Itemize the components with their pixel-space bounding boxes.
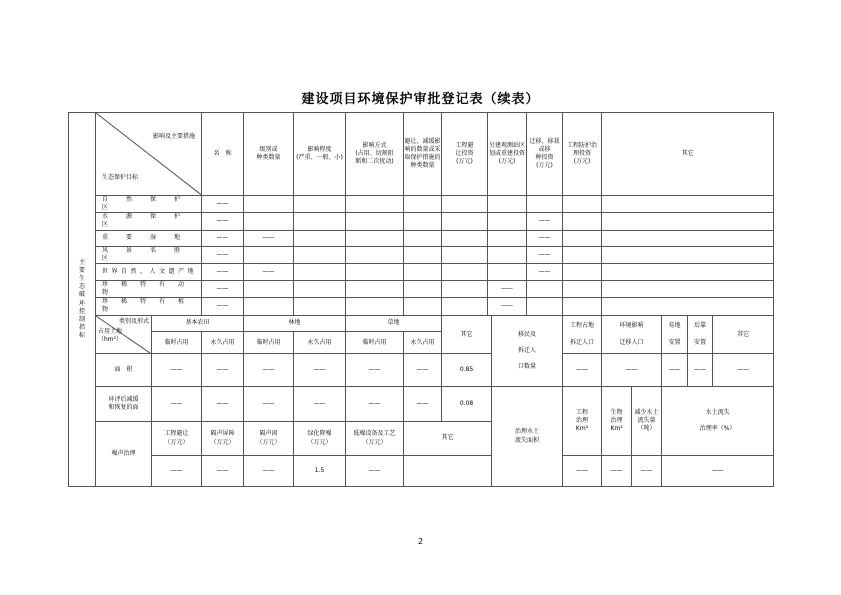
soil-label: 治理水土 流失面积 [492,387,563,487]
side-label-char: 破 [78,291,85,299]
soil-value: —— [602,456,632,487]
restore-value: —— [294,387,346,422]
noise-values-row [69,456,774,487]
col-avoid-header: 避让、减缓影 响的数量或采 取保护措施的 种类数量 [404,113,442,196]
noise-value: —— [346,456,404,487]
eco-row [69,195,774,213]
forest-temp: 临时占用 [244,332,294,354]
col-cost3-header: 迁移、移栽或移 种投资 (万元) [527,113,563,196]
relocation-value: —— [688,354,713,387]
back-place-header: 后靠 安置 [688,315,713,354]
col-other-header: 其它 [602,113,774,196]
eco-row-label: 珍 稀 特 有 植 物 [96,298,202,316]
relocation-value: —— [662,354,688,387]
restore-value: 0.08 [442,387,492,422]
noise-col: 隔声屏障 （万元） [202,421,244,456]
eco-mark-cell: —— [527,213,563,231]
relocation-value: —— [563,354,602,387]
easy-place-header: 易地 安置 [662,315,688,354]
noise-value: —— [244,456,294,487]
eco-row [69,230,774,246]
area-value: —— [202,354,244,387]
col-cost4-header: 工程防护治 理投资 (万元) [563,113,602,196]
eco-mark-cell: —— [488,298,527,316]
farmland-perm: 永久占用 [202,332,244,354]
land-diag-top: 类别及形式 [118,317,149,325]
side-label-char: 指 [78,323,85,331]
noise-col: 隔声窗 （万元） [244,421,294,456]
eco-mark-cell: —— [527,264,563,280]
side-label-char: 制 [78,315,85,323]
area-value: —— [404,354,442,387]
eco-level-cell: —— [244,264,294,280]
soil-col-bio: 生物 治理 Km² [602,387,632,456]
restore-value: —— [152,387,202,422]
area-label: 面 积 [96,354,152,387]
eco-row [69,246,774,264]
grass-perm: 永久占用 [404,332,442,354]
soil-value: —— [563,456,602,487]
area-row [69,354,774,387]
land-other-header: 其它 [442,315,492,354]
land-diag-bottom: 占用土地 （hm²） [98,327,123,343]
side-label-char: 控 [78,307,85,315]
col-method-header: 影响方式 (占用、切割阻 断和二次扰动) [346,113,404,196]
diagonal-header [96,113,202,196]
relocation-value: —— [602,354,662,387]
eco-row-label: 重 要 湿 地 [96,230,202,246]
diag-top-label: 影响及主要措施 [152,133,195,140]
eco-name-cell: —— [202,298,244,316]
soil-value: —— [632,456,662,487]
side-label-char: 生 [78,275,85,283]
soil-col-reduce: 减少水土 流失量 （吨） [632,387,662,456]
soil-value: —— [662,456,774,487]
eco-mark-cell: —— [527,246,563,264]
area-value: —— [294,354,346,387]
forest-header: 林地 [244,315,346,331]
side-label-char: 主 [78,259,85,267]
noise-col: 工程避让 （万元） [152,421,202,456]
eco-row [69,264,774,280]
side-label-char: 要 [78,267,85,275]
area-value: —— [244,354,294,387]
side-label [79,259,85,339]
noise-value: —— [152,456,202,487]
soil-col-eng: 工程 治理 Km² [563,387,602,456]
eco-row-label: 世界自然、人文遗产地 [96,264,202,280]
area-value: —— [152,354,202,387]
eco-name-cell: —— [202,264,244,280]
col-level-header: 级别或 种类数量 [244,113,294,196]
restore-value: —— [346,387,404,422]
registration-table [68,112,774,487]
noise-other-value [404,456,492,487]
eng-relocate-header: 工程占地 拆迁人口 [563,315,602,354]
rel-other-header: 其它 [713,315,774,354]
side-label-char: 标 [78,331,85,339]
noise-col: 低噪设备及工艺 （万元） [346,421,404,456]
farmland-temp: 临时占用 [152,332,202,354]
noise-other: 其它 [404,421,492,456]
page-number: 2 [417,537,424,546]
page-title: 建设项目环境保护审批登记表（续表） [301,92,540,107]
col-name-header: 名 称 [202,113,244,196]
col-degree-header: 影响程度 (严重、一般、小) [294,113,346,196]
eco-row-label: 珍 稀 特 有 动 物 [96,280,202,298]
noise-col: 绿化降噪 （万元） [294,421,346,456]
soil-col-rate: 水土流失 治理率（%） [662,387,774,456]
restore-value: —— [202,387,244,422]
noise-value: 1.5 [294,456,346,487]
eco-row-label: 水 源 保 护 区 [96,213,202,231]
eco-name-cell: —— [202,246,244,264]
migrants-header: 移民及 拆迁人 口数量 [492,315,563,386]
side-label-char: 环 [78,299,85,307]
side-label-char: 态 [78,283,85,291]
eco-name-cell: —— [202,280,244,298]
eco-name-cell: —— [202,230,244,246]
col-cost1-header: 工程避 让投资 (万元) [442,113,488,196]
restore-value: —— [404,387,442,422]
restore-value: —— [244,387,294,422]
noise-label: 噪声治理 [96,421,152,486]
eco-row [69,280,774,298]
restore-row [69,387,774,422]
side-label-cell [69,113,96,487]
eco-mark-cell: —— [488,280,527,298]
eco-row [69,213,774,231]
eco-name-cell: —— [202,195,244,213]
diag-bottom-label: 生态保护目标 [102,174,139,182]
forest-perm: 永久占用 [294,332,346,354]
eco-row [69,298,774,316]
eco-level-cell: —— [244,230,294,246]
relocation-value: —— [713,354,774,387]
restore-label: 环评后减缓 和恢复的面 [96,387,152,422]
eco-mark-cell: —— [527,230,563,246]
col-cost2-header: 另建观测站区 划或重建投资 (万元) [488,113,527,196]
eco-name-cell: —— [202,213,244,231]
area-value: —— [346,354,404,387]
land-diagonal-header [96,315,152,354]
grass-header: 草地 [346,315,442,331]
eco-row-label: 自 然 保 护 区 [96,195,202,213]
env-relocate-header: 环境影响 迁移人口 [602,315,662,354]
eco-row-label: 风 景 名 胜 区 [96,246,202,264]
noise-value: —— [202,456,244,487]
area-value: 0.85 [442,354,492,387]
farmland-header: 基本农田 [152,315,244,331]
grass-temp: 临时占用 [346,332,404,354]
